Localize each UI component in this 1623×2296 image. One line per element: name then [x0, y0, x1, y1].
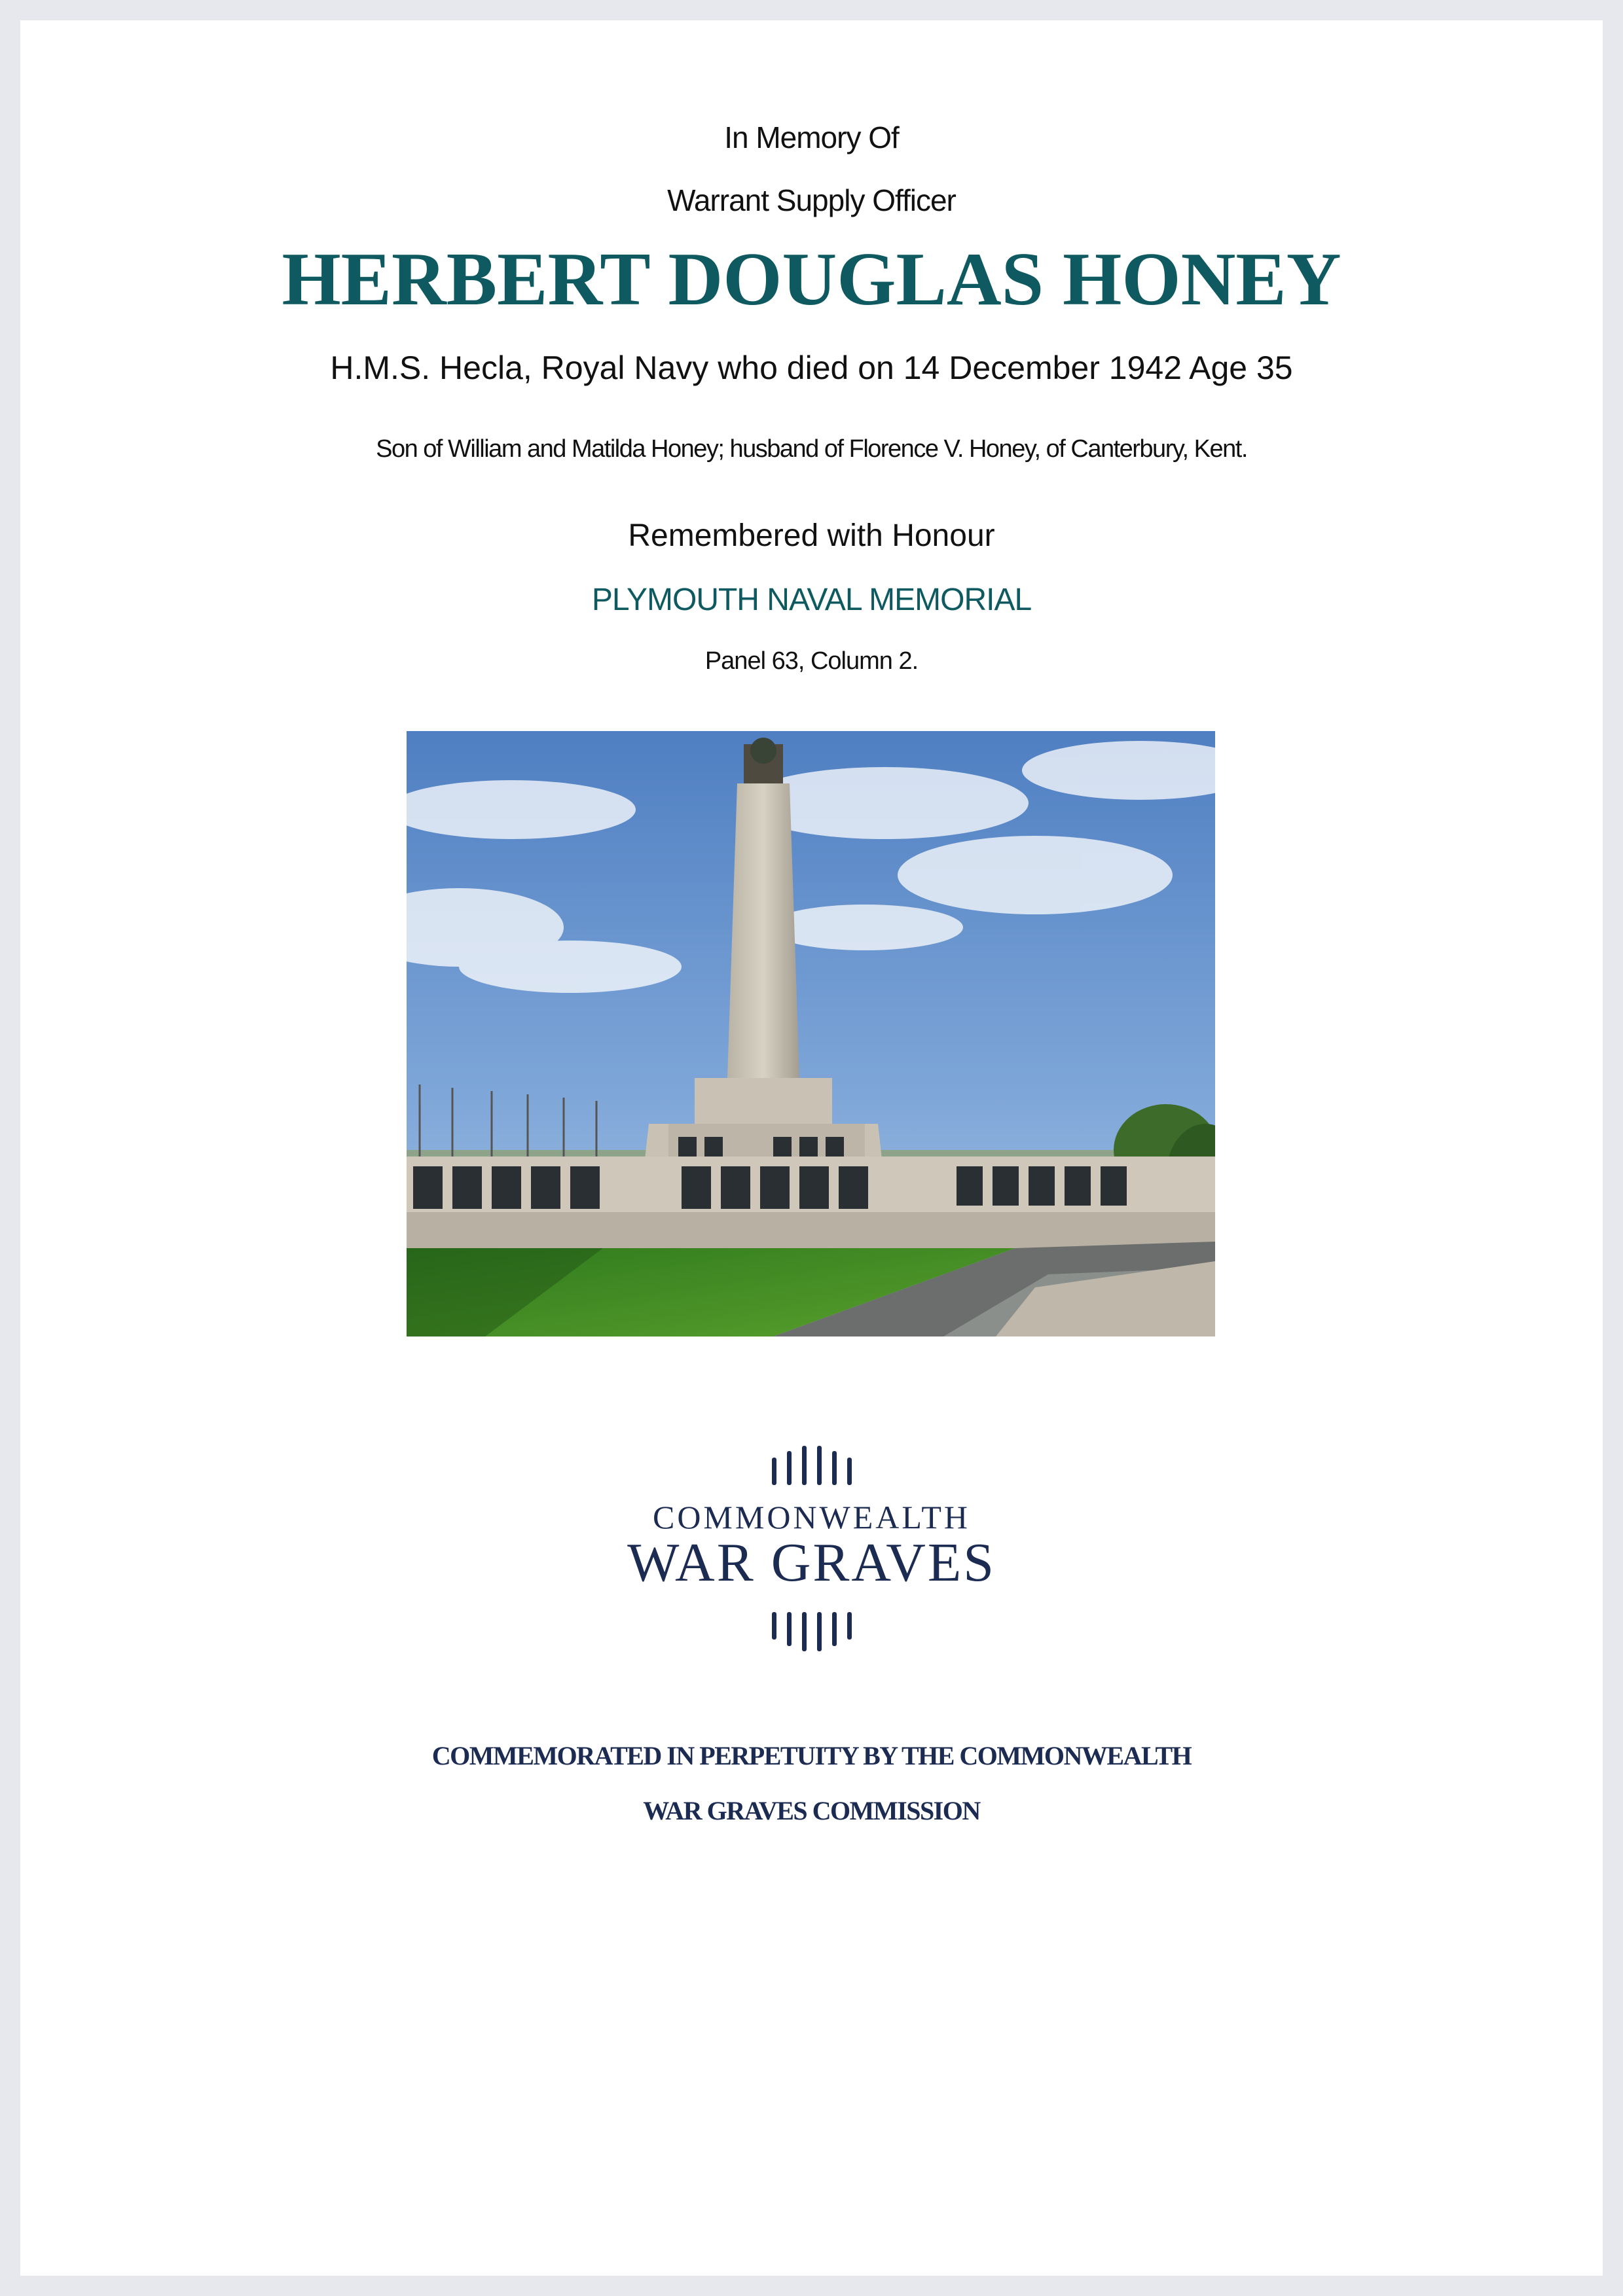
footer-line-2: WAR GRAVES COMMISSION	[643, 1796, 980, 1825]
memorial-photo	[407, 731, 1215, 1336]
service-line: H.M.S. Hecla, Royal Navy who died on 14 December 1942 Age 35	[330, 350, 1293, 386]
intro-text: In Memory Of	[724, 120, 899, 154]
family-line: Son of William and Matilda Honey; husband of Florence V. Honey, of Canterbury, Kent.	[376, 435, 1247, 463]
certificate-page	[20, 20, 1603, 2276]
logo-text-war-graves: WAR GRAVES	[627, 1532, 996, 1593]
rank-text: Warrant Supply Officer	[667, 183, 956, 217]
logo-bottom-bars-icon	[772, 1612, 852, 1651]
footer-line-1: COMMEMORATED IN PERPETUITY BY THE COMMONWEALTH	[431, 1741, 1192, 1770]
memorial-name: PLYMOUTH NAVAL MEMORIAL	[591, 583, 1032, 617]
logo-text-commonwealth: COMMONWEALTH	[652, 1499, 971, 1535]
cwgc-logo	[20, 1421, 1603, 1663]
logo-top-bars-icon	[772, 1446, 852, 1485]
casualty-name: HERBERT DOUGLAS HONEY	[282, 238, 1341, 321]
remembered-text: Remembered with Honour	[628, 518, 995, 553]
memorial-location: Panel 63, Column 2.	[704, 647, 919, 675]
